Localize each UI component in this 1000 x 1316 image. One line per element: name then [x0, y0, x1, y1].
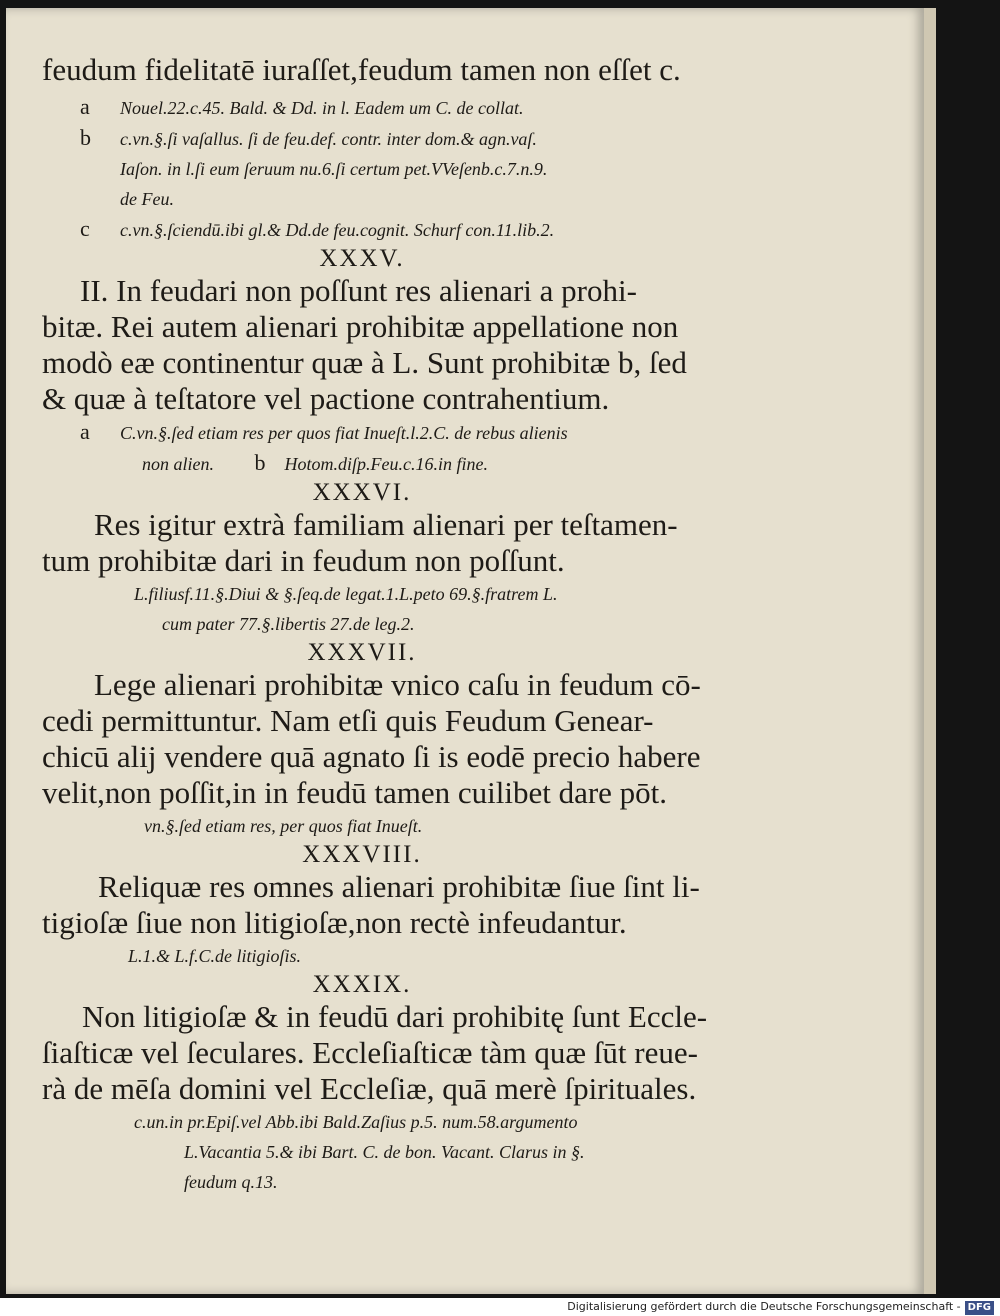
text-line: Non litigioſæ & in feudū dari prohibitę ſunt Eccle- [82, 999, 708, 1034]
footnote-line: de Feu. [120, 189, 174, 209]
footnote-text: Nouel.22.c.45. Bald. & Dd. in l. Eadem um C. de collat. [120, 98, 524, 118]
footnote-text: non alien. [142, 454, 214, 474]
footnote-marker: b [254, 450, 266, 475]
footnote-line: L.1.& L.f.C.de litigioſis. [128, 946, 302, 966]
digitization-footer [0, 1298, 1000, 1316]
text-line: tigioſæ ſiue non litigioſæ,non rectè infeudantur. [42, 905, 627, 940]
footnote-text: Hotom.diſp.Feu.c.16.in fine. [284, 454, 488, 474]
footnote-text: c.vn.§.ſciendū.ibi gl.& Dd.de feu.cognit. Schurf con.11.lib.2. [120, 220, 555, 240]
footnote-line [80, 417, 682, 448]
footnote-line: c.un.in pr.Epiſ.vel Abb.ibi Bald.Zaſius p.5. num.58.argumento [134, 1112, 578, 1132]
footnote-line [80, 92, 682, 123]
section-heading: XXXVIII. [302, 841, 422, 868]
footnote-line: vn.§.ſed etiam res, per quos fiat Inueſt. [144, 816, 423, 836]
page-text [42, 52, 708, 1197]
text-line: ſiaſticæ vel ſeculares. Eccleſiaſticæ tàm quæ ſūt reue- [42, 1035, 698, 1070]
footnote-line: L.filiusf.11.§.Diui & §.ſeq.de legat.1.L.peto 69.§.fratrem L. [134, 584, 558, 604]
text-line: & quæ à teſtatore vel pactione contrahentium. [42, 381, 610, 416]
text-line: tum prohibitæ dari in feudum non poſſunt. [42, 543, 565, 578]
footnote-line: cum pater 77.§.libertis 27.de leg.2. [162, 614, 415, 634]
text-line: modò eæ continentur quæ à L. Sunt prohibitæ b, ſed [42, 345, 687, 380]
text-line: cedi permittuntur. Nam etſi quis Feudum Genear- [42, 703, 654, 738]
text-line: rà de mēſa domini vel Eccleſiæ, quā merè ſpirituales. [42, 1071, 697, 1106]
dfg-logo: DFG [965, 1301, 994, 1315]
footer-credit: Digitalisierung gefördert durch die Deutsche Forschungsgemeinschaft - [567, 1300, 961, 1313]
footnote-line [142, 448, 682, 479]
footnote-marker: a [80, 419, 90, 444]
text-line: bitæ. Rei autem alienari prohibitæ appellatione non [42, 309, 679, 344]
section-heading: XXXV. [319, 245, 405, 272]
text-line: Lege alienari prohibitæ vnico caſu in feudum cō- [94, 667, 701, 702]
footnote-line [80, 214, 682, 245]
text-line: Res igitur extrà familiam alienari per teſtamen- [94, 507, 678, 542]
text-line: feudum fidelitatē iuraſſet,feudum tamen non eſſet c. [42, 52, 681, 87]
section-heading: XXXVII. [307, 639, 417, 666]
footnote-marker: b [80, 125, 91, 150]
footnote-line: feudum q.13. [184, 1172, 278, 1192]
footnote-text: c.vn.§.ſi vaſallus. ſi de feu.def. contr. inter dom.& agn.vaſ. [120, 129, 537, 149]
footnote-line: L.Vacantia 5.& ibi Bart. C. de bon. Vacant. Clarus in §. [184, 1142, 585, 1162]
footnote-line [80, 123, 682, 154]
text-line: chicū alij vendere quā agnato ſi is eodē precio habere [42, 739, 701, 774]
page-edge [924, 8, 936, 1294]
section-heading: XXXVI. [312, 479, 412, 506]
text-line: II. In feudari non poſſunt res alienari a prohi- [80, 273, 637, 308]
text-line: Reliquæ res omnes alienari prohibitæ ſiue ſint li- [98, 869, 700, 904]
section-heading: XXXIX. [312, 971, 412, 998]
text-line: velit,non poſſit,in in feudū tamen cuilibet dare pōt. [42, 775, 668, 810]
footnote-marker: a [80, 94, 90, 119]
footnote-marker: c [80, 216, 90, 241]
footnote-text: C.vn.§.ſed etiam res per quos fiat Inueſt.l.2.C. de rebus alienis [120, 423, 568, 443]
footnote-line: Iaſon. in l.ſi eum ſeruum nu.6.ſi certum pet.VVeſenb.c.7.n.9. [120, 159, 548, 179]
